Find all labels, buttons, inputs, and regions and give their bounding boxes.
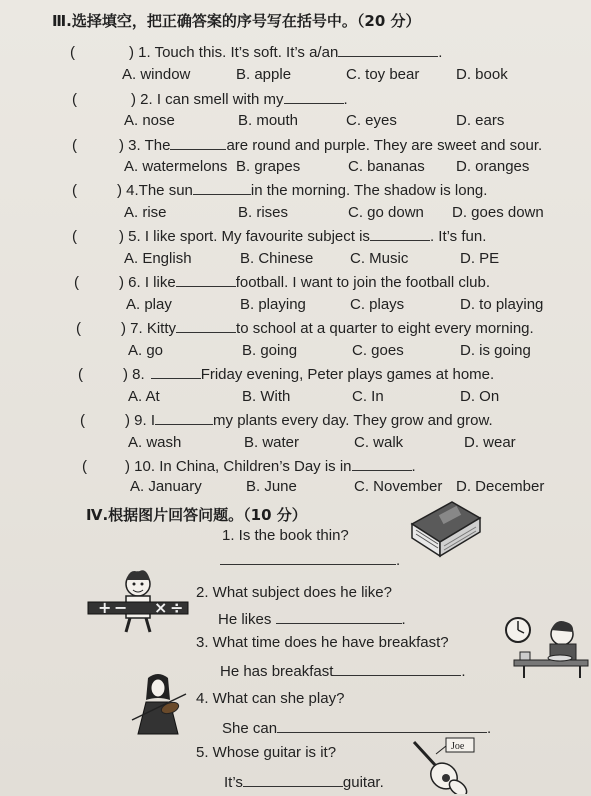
picture-answer-4 [222, 718, 491, 737]
question-1-suffix: . [438, 44, 443, 61]
math-symbol-plus: + [98, 598, 112, 617]
answer-paren-open: ( [80, 412, 85, 429]
answer-paren-close: ) [129, 44, 134, 61]
answer-suffix: . [396, 552, 401, 569]
question-8 [78, 364, 494, 383]
option-b: B. rises [238, 204, 289, 221]
answer-paren-open: ( [72, 91, 77, 108]
option-c: C. plays [350, 296, 405, 313]
question-10 [82, 456, 416, 475]
option-b: B. apple [236, 66, 292, 83]
answer-paren-close: ) [119, 228, 124, 245]
option-a: A. play [126, 296, 172, 313]
picture-answer-1 [220, 550, 400, 569]
option-d: D. goes down [452, 204, 544, 221]
answer-paren-open: ( [70, 44, 75, 61]
option-b: B. Chinese [240, 250, 314, 267]
answer-blank[interactable] [176, 272, 236, 287]
option-d: D. book [456, 66, 508, 83]
picture-question-4: 4. What can she play? [196, 690, 345, 707]
option-a: A. English [124, 250, 192, 267]
answer-paren-close: ) [119, 274, 124, 291]
question-10-suffix: . [411, 458, 416, 475]
answer-suffix: . [461, 663, 466, 680]
question-7-suffix: to school at a quarter to eight every morning. [236, 320, 534, 337]
answer-blank[interactable] [284, 89, 344, 104]
answer-prefix: She can [222, 720, 278, 737]
option-d: D. is going [460, 342, 531, 359]
picture-question-1: 1. Is the book thin? [222, 527, 349, 544]
question-6 [74, 272, 490, 291]
answer-blank[interactable] [176, 318, 236, 333]
option-b: B. mouth [238, 112, 299, 129]
option-b: B. June [246, 478, 297, 495]
option-c: C. goes [352, 342, 404, 359]
answer-blank[interactable] [170, 135, 226, 150]
option-c: C. eyes [346, 112, 397, 129]
option-d: D. PE [460, 250, 500, 267]
answer-paren-close: ) [125, 458, 130, 475]
option-c: C. go down [348, 204, 424, 221]
answer-blank[interactable] [338, 42, 438, 57]
answer-suffix: . [487, 720, 492, 737]
option-a: A. At [128, 388, 160, 405]
breakfast-illustration [504, 614, 590, 680]
answer-blank[interactable] [276, 609, 402, 624]
option-a: A. rise [124, 204, 167, 221]
question-5-prefix: 5. I like sport. My favourite subject is [128, 228, 370, 245]
answer-blank[interactable] [243, 772, 343, 787]
option-a: A. go [128, 342, 164, 359]
option-a: A. wash [128, 434, 182, 451]
option-b: B. water [244, 434, 300, 451]
option-d: D. December [456, 478, 545, 495]
question-4-prefix: 4.The sun [126, 182, 193, 199]
answer-paren-open: ( [78, 366, 83, 383]
answer-paren-close: ) [131, 91, 136, 108]
answer-paren-open: ( [72, 228, 77, 245]
option-a: A. January [130, 478, 202, 495]
answer-blank[interactable] [352, 456, 412, 471]
question-7-prefix: 7. Kitty [130, 320, 177, 337]
section3-title: Ⅲ.选择填空，把正确答案的序号写在括号中。（20 分） [52, 12, 421, 30]
answer-paren-open: ( [74, 274, 79, 291]
option-a: A. watermelons [124, 158, 228, 175]
answer-paren-open: ( [72, 137, 77, 154]
answer-blank[interactable] [277, 718, 487, 733]
answer-blank[interactable] [155, 410, 213, 425]
option-a: A. window [122, 66, 191, 83]
option-d: D. On [460, 388, 500, 405]
question-3-prefix: 3. The [128, 137, 171, 154]
answer-suffix: guitar. [342, 774, 384, 791]
option-d: D. oranges [456, 158, 530, 175]
picture-question-3: 3. What time does he have breakfast? [196, 634, 449, 651]
question-2-prefix: 2. I can smell with my [140, 91, 284, 108]
option-d: D. wear [464, 434, 516, 451]
picture-answer-2 [218, 609, 406, 628]
guitar-name-tag: Joe [451, 741, 465, 752]
answer-prefix: He has breakfast [220, 663, 334, 680]
question-9-suffix: my plants every day. They grow and grow. [213, 412, 493, 429]
question-2-suffix: . [343, 91, 348, 108]
question-1 [70, 42, 442, 61]
thick-book-illustration [404, 496, 484, 558]
question-4-suffix: in the morning. The shadow is long. [250, 182, 488, 199]
option-c: C. walk [354, 434, 404, 451]
answer-blank[interactable] [370, 226, 430, 241]
answer-paren-close: ) [123, 366, 128, 383]
question-2 [72, 89, 348, 108]
question-9 [80, 410, 493, 429]
answer-paren-close: ) [121, 320, 126, 337]
option-c: C. toy bear [346, 66, 420, 83]
boy-math-illustration [86, 568, 190, 634]
question-4 [72, 180, 487, 199]
question-5 [72, 226, 486, 245]
answer-paren-close: ) [119, 137, 124, 154]
option-d: D. to playing [460, 296, 544, 313]
math-symbol-minus: − [114, 598, 128, 617]
section4-title: Ⅳ.根据图片回答问题。（10 分） [86, 506, 307, 524]
question-3-suffix: are round and purple. They are sweet and sour. [226, 137, 543, 154]
question-5-suffix: . It’s fun. [429, 228, 487, 245]
question-6-prefix: 6. I like [128, 274, 176, 291]
option-b: B. grapes [236, 158, 301, 175]
answer-paren-close: ) [117, 182, 122, 199]
option-d: D. ears [456, 112, 505, 129]
option-c: C. November [354, 478, 443, 495]
guitar-illustration [410, 736, 478, 794]
answer-paren-close: ) [125, 412, 130, 429]
question-8-prefix: 8. [132, 366, 145, 383]
picture-question-2: 2. What subject does he like? [196, 584, 392, 601]
option-b: B. playing [240, 296, 306, 313]
answer-prefix: He likes [218, 611, 272, 628]
question-10-prefix: 10. In China, Children’s Day is in [134, 458, 352, 475]
answer-paren-open: ( [82, 458, 87, 475]
option-b: B. going [242, 342, 298, 359]
option-c: C. In [352, 388, 384, 405]
option-c: C. bananas [348, 158, 425, 175]
answer-blank[interactable] [220, 550, 396, 565]
picture-answer-5 [224, 772, 384, 791]
answer-prefix: It’s [224, 774, 243, 791]
math-symbol-times: × [154, 598, 168, 617]
option-a: A. nose [124, 112, 175, 129]
answer-blank[interactable] [193, 180, 251, 195]
option-c: C. Music [350, 250, 409, 267]
question-9-prefix: 9. I [134, 412, 156, 429]
math-symbol-divide: ÷ [170, 598, 184, 617]
question-3 [72, 135, 542, 154]
answer-suffix: . [401, 611, 406, 628]
answer-blank[interactable] [333, 661, 461, 676]
picture-answer-3 [220, 661, 466, 680]
option-b: B. With [242, 388, 291, 405]
question-8-suffix: Friday evening, Peter plays games at home. [200, 366, 495, 383]
question-6-suffix: football. I want to join the football club. [235, 274, 491, 291]
question-1-prefix: 1. Touch this. It’s soft. It’s a/an [138, 44, 339, 61]
violin-girl-illustration [130, 672, 188, 736]
answer-paren-open: ( [76, 320, 81, 337]
answer-blank[interactable] [151, 364, 201, 379]
question-7 [76, 318, 534, 337]
answer-paren-open: ( [72, 182, 77, 199]
picture-question-5: 5. Whose guitar is it? [196, 744, 337, 761]
